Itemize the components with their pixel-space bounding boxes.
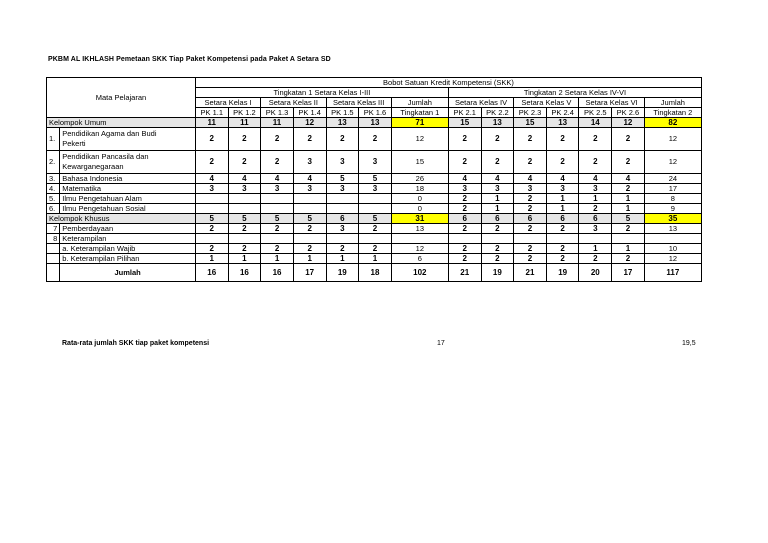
skk-cell (359, 194, 392, 204)
skk-cell: 12 (293, 118, 326, 128)
jumlah-t2-cell: 12 (644, 151, 701, 174)
row-number: 3. (47, 174, 60, 184)
skk-cell: 2 (514, 204, 547, 214)
skk-cell: 2 (481, 254, 514, 264)
subject-row (47, 244, 702, 254)
skk-cell: 3 (514, 184, 547, 194)
row-number: 5. (47, 194, 60, 204)
skk-cell (326, 204, 359, 214)
skk-cell: 11 (228, 118, 261, 128)
skk-cell: 13 (326, 118, 359, 128)
skk-cell: 3 (326, 184, 359, 194)
skk-cell: 4 (612, 174, 645, 184)
total-cell: 19 (326, 264, 359, 282)
pk-header: PK 1.6 (359, 108, 392, 118)
skk-cell: 2 (326, 244, 359, 254)
skk-cell (359, 234, 392, 244)
skk-cell: 6 (546, 214, 579, 224)
subject-name-line: Ilmu Pengetahuan Alam (62, 194, 142, 203)
skk-cell: 3 (228, 184, 261, 194)
subject-name-line: Keterampilan (62, 234, 107, 243)
skk-cell: 1 (546, 204, 579, 214)
pk-header: PK 1.5 (326, 108, 359, 118)
subject-row (47, 254, 702, 264)
skk-cell: 5 (195, 214, 228, 224)
subject-name-line: b. Keterampilan Pilihan (62, 254, 140, 263)
total-cell: 18 (359, 264, 392, 282)
subject-name-line: Pendidikan Pancasila dan (62, 152, 149, 161)
skk-cell: 2 (514, 128, 547, 151)
skk-cell: 2 (546, 224, 579, 234)
jumlah-t2-cell: 9 (644, 204, 701, 214)
row-number: 1. (47, 128, 60, 151)
row-number: 6. (47, 204, 60, 214)
skk-cell: 5 (326, 174, 359, 184)
skk-cell: 2 (293, 128, 326, 151)
group-label: Kelompok Umum (47, 118, 196, 128)
row-number (47, 254, 60, 264)
subject-name (60, 254, 196, 264)
skk-cell: 5 (359, 214, 392, 224)
skk-cell: 4 (514, 174, 547, 184)
skk-cell: 2 (546, 128, 579, 151)
jumlah-t2-cell: 82 (644, 118, 701, 128)
header-bobot-skk: Bobot Satuan Kredit Kompetensi (SKK) (195, 78, 701, 88)
total-cell: 16 (195, 264, 228, 282)
skk-cell: 1 (195, 254, 228, 264)
skk-cell: 2 (359, 128, 392, 151)
subject-name (60, 128, 196, 151)
skk-cell (481, 234, 514, 244)
skk-cell: 3 (293, 184, 326, 194)
skk-cell: 5 (359, 174, 392, 184)
skk-cell: 2 (579, 151, 612, 174)
skk-cell: 4 (195, 174, 228, 184)
header-kelas-4: Setara Kelas IV (448, 98, 513, 108)
subject-name-line: a. Keterampilan Wajib (62, 244, 136, 253)
skk-cell (195, 234, 228, 244)
skk-cell: 3 (326, 224, 359, 234)
skk-cell: 2 (612, 151, 645, 174)
skk-cell (326, 234, 359, 244)
total-cell: 17 (612, 264, 645, 282)
skk-cell: 2 (448, 128, 481, 151)
footer-value-t2: 19,5 (682, 340, 696, 347)
pk-header: PK 2.6 (612, 108, 645, 118)
jumlah-t1-cell: 71 (391, 118, 448, 128)
skk-cell: 1 (228, 254, 261, 264)
skk-cell: 2 (546, 151, 579, 174)
jumlah-t2-cell: 35 (644, 214, 701, 224)
header-kelas-6: Setara Kelas VI (579, 98, 644, 108)
skk-cell (195, 194, 228, 204)
subject-name (60, 234, 196, 244)
pk-header: PK 1.4 (293, 108, 326, 118)
skk-cell: 2 (546, 244, 579, 254)
jumlah-t1-cell: 6 (391, 254, 448, 264)
skk-cell: 5 (228, 214, 261, 224)
jumlah-t2-cell (644, 234, 701, 244)
skk-cell: 3 (293, 151, 326, 174)
skk-cell (448, 234, 481, 244)
total-cell: 19 (546, 264, 579, 282)
skk-cell: 2 (579, 254, 612, 264)
skk-cell: 2 (448, 151, 481, 174)
skk-cell: 2 (228, 244, 261, 254)
skk-cell: 11 (261, 118, 294, 128)
header-tingkatan-1: Tingkatan 1 Setara Kelas I-III (195, 88, 448, 98)
skk-cell: 5 (261, 214, 294, 224)
skk-cell: 2 (612, 184, 645, 194)
header-jumlah-t1: Jumlah (391, 98, 448, 108)
skk-table (46, 77, 702, 282)
pk-header: PK 2.4 (546, 108, 579, 118)
skk-cell: 12 (612, 118, 645, 128)
skk-cell: 3 (326, 151, 359, 174)
skk-cell: 2 (514, 194, 547, 204)
jumlah-t2-cell: 12 (644, 254, 701, 264)
skk-cell: 3 (261, 184, 294, 194)
skk-cell: 2 (448, 244, 481, 254)
jumlah-t1-cell: 12 (391, 128, 448, 151)
pk-header: PK 2.1 (448, 108, 481, 118)
skk-cell: 15 (448, 118, 481, 128)
group-row-khusus (47, 214, 702, 224)
footer-value-t1: 17 (437, 340, 445, 347)
document-title: PKBM AL IKHLASH Pemetaan SKK Tiap Paket Kompetensi pada Paket A Setara SD (48, 56, 331, 63)
jumlah-t1-cell: 26 (391, 174, 448, 184)
subject-name (60, 204, 196, 214)
pk-header: PK 1.1 (195, 108, 228, 118)
jumlah-t2-cell: 8 (644, 194, 701, 204)
skk-cell: 3 (448, 184, 481, 194)
skk-cell: 1 (261, 254, 294, 264)
subject-name-line: Pendidikan Agama dan Budi (62, 129, 157, 138)
skk-cell: 1 (481, 194, 514, 204)
header-kelas-3: Setara Kelas III (326, 98, 391, 108)
pk-header: PK 2.2 (481, 108, 514, 118)
jumlah-t2-cell: 13 (644, 224, 701, 234)
skk-cell: 6 (326, 214, 359, 224)
skk-cell: 4 (546, 174, 579, 184)
skk-cell: 2 (546, 254, 579, 264)
subject-row (47, 128, 702, 151)
subject-name (60, 224, 196, 234)
skk-cell: 13 (481, 118, 514, 128)
skk-cell: 4 (579, 174, 612, 184)
skk-cell (228, 234, 261, 244)
skk-cell: 2 (514, 254, 547, 264)
skk-cell: 15 (514, 118, 547, 128)
skk-cell: 1 (326, 254, 359, 264)
jumlah-t1-cell (391, 234, 448, 244)
skk-cell: 2 (359, 224, 392, 234)
subject-name-line: Ilmu Pengetahuan Sosial (62, 204, 146, 213)
skk-cell: 2 (481, 244, 514, 254)
group-label: Kelompok Khusus (47, 214, 196, 224)
header-kelas-5: Setara Kelas V (514, 98, 579, 108)
subject-row (47, 151, 702, 174)
total-blank (47, 264, 60, 282)
subject-name (60, 184, 196, 194)
skk-cell: 2 (448, 194, 481, 204)
skk-cell: 2 (228, 128, 261, 151)
skk-cell (579, 234, 612, 244)
skk-cell: 5 (612, 214, 645, 224)
skk-cell: 2 (195, 151, 228, 174)
skk-cell: 2 (261, 244, 294, 254)
skk-cell: 1 (612, 204, 645, 214)
row-number: 8 (47, 234, 60, 244)
group-row-umum (47, 118, 702, 128)
skk-cell: 6 (579, 214, 612, 224)
skk-cell: 2 (481, 128, 514, 151)
jumlah-t1-cell: 15 (391, 151, 448, 174)
header-kelas-1: Setara Kelas I (195, 98, 260, 108)
skk-cell: 2 (448, 254, 481, 264)
skk-cell: 1 (293, 254, 326, 264)
total-jumlah-t1: 102 (391, 264, 448, 282)
skk-cell (261, 234, 294, 244)
skk-cell (326, 194, 359, 204)
skk-cell (228, 194, 261, 204)
skk-cell: 13 (359, 118, 392, 128)
skk-cell: 1 (359, 254, 392, 264)
subject-row (47, 184, 702, 194)
header-mata-pelajaran: Mata Pelajaran (47, 78, 196, 118)
jumlah-t1-cell: 18 (391, 184, 448, 194)
skk-cell: 2 (261, 128, 294, 151)
total-jumlah-t2: 117 (644, 264, 701, 282)
skk-cell: 2 (612, 254, 645, 264)
total-label: Jumlah (60, 264, 196, 282)
header-jumlah-t2: Jumlah (644, 98, 701, 108)
skk-cell: 1 (612, 244, 645, 254)
skk-cell (359, 204, 392, 214)
jumlah-t2-cell: 12 (644, 128, 701, 151)
skk-cell: 6 (448, 214, 481, 224)
jumlah-t1-cell: 12 (391, 244, 448, 254)
subject-row (47, 174, 702, 184)
skk-cell: 4 (261, 174, 294, 184)
skk-cell: 2 (448, 204, 481, 214)
subject-row (47, 204, 702, 214)
skk-cell: 2 (579, 204, 612, 214)
subject-row (47, 194, 702, 204)
subject-name-line: Kewarganegaraan (62, 162, 124, 171)
skk-cell: 2 (228, 224, 261, 234)
subject-name-line: Pemberdayaan (62, 224, 114, 233)
subject-name-line: Bahasa Indonesia (62, 174, 123, 183)
skk-cell: 2 (481, 151, 514, 174)
skk-cell: 14 (579, 118, 612, 128)
skk-cell: 2 (261, 224, 294, 234)
row-number: 2. (47, 151, 60, 174)
skk-cell: 2 (612, 128, 645, 151)
skk-cell (293, 194, 326, 204)
skk-cell (261, 204, 294, 214)
total-cell: 20 (579, 264, 612, 282)
skk-cell (293, 234, 326, 244)
total-cell: 17 (293, 264, 326, 282)
total-cell: 21 (448, 264, 481, 282)
skk-cell (612, 234, 645, 244)
skk-cell: 3 (579, 184, 612, 194)
jumlah-t2-cell: 17 (644, 184, 701, 194)
row-number (47, 244, 60, 254)
skk-cell: 2 (612, 224, 645, 234)
skk-cell: 4 (448, 174, 481, 184)
subject-name (60, 174, 196, 184)
skk-cell: 2 (448, 224, 481, 234)
subject-row (47, 234, 702, 244)
skk-cell (293, 204, 326, 214)
jumlah-t2-cell: 24 (644, 174, 701, 184)
skk-cell: 3 (359, 151, 392, 174)
skk-cell: 3 (481, 184, 514, 194)
jumlah-t1-cell: 31 (391, 214, 448, 224)
pk-header: PK 1.2 (228, 108, 261, 118)
subject-name (60, 151, 196, 174)
skk-cell (228, 204, 261, 214)
header-tingkatan-2: Tingkatan 2 Setara Kelas IV-VI (448, 88, 701, 98)
skk-cell: 2 (514, 244, 547, 254)
skk-cell: 2 (514, 151, 547, 174)
skk-cell: 2 (195, 244, 228, 254)
skk-cell: 2 (293, 224, 326, 234)
skk-cell: 2 (481, 224, 514, 234)
skk-cell: 3 (195, 184, 228, 194)
skk-cell: 6 (514, 214, 547, 224)
subject-name-line: Pekerti (62, 139, 86, 148)
row-number: 4. (47, 184, 60, 194)
footer-label: Rata-rata jumlah SKK tiap paket kompetensi (62, 340, 210, 347)
skk-cell: 4 (293, 174, 326, 184)
skk-cell: 1 (481, 204, 514, 214)
skk-cell: 1 (612, 194, 645, 204)
total-cell: 21 (514, 264, 547, 282)
total-cell: 19 (481, 264, 514, 282)
skk-cell: 2 (326, 128, 359, 151)
skk-cell: 3 (546, 184, 579, 194)
jumlah-t2-cell: 10 (644, 244, 701, 254)
skk-cell: 2 (359, 244, 392, 254)
skk-cell: 2 (514, 224, 547, 234)
skk-cell: 6 (481, 214, 514, 224)
skk-cell: 11 (195, 118, 228, 128)
skk-cell: 5 (293, 214, 326, 224)
skk-cell: 2 (579, 128, 612, 151)
skk-cell (195, 204, 228, 214)
jumlah-t1-cell: 0 (391, 194, 448, 204)
skk-cell: 2 (293, 244, 326, 254)
header-tingkatan-2-sub: Tingkatan 2 (644, 108, 701, 118)
skk-cell (514, 234, 547, 244)
subject-name (60, 194, 196, 204)
skk-cell: 1 (579, 244, 612, 254)
total-cell: 16 (228, 264, 261, 282)
skk-cell: 2 (261, 151, 294, 174)
header-tingkatan-1-sub: Tingkatan 1 (391, 108, 448, 118)
skk-cell: 4 (228, 174, 261, 184)
subject-name-line: Matematika (62, 184, 102, 193)
pk-header: PK 2.5 (579, 108, 612, 118)
skk-cell (546, 234, 579, 244)
skk-cell: 2 (195, 128, 228, 151)
subject-name (60, 244, 196, 254)
jumlah-t1-cell: 13 (391, 224, 448, 234)
skk-cell (261, 194, 294, 204)
skk-cell: 3 (579, 224, 612, 234)
pk-header: PK 2.3 (514, 108, 547, 118)
skk-cell: 13 (546, 118, 579, 128)
header-kelas-2: Setara Kelas II (261, 98, 326, 108)
skk-cell: 3 (359, 184, 392, 194)
skk-cell: 1 (546, 194, 579, 204)
skk-cell: 2 (195, 224, 228, 234)
skk-cell: 4 (481, 174, 514, 184)
total-row (47, 264, 702, 282)
skk-cell: 2 (228, 151, 261, 174)
pk-header: PK 1.3 (261, 108, 294, 118)
jumlah-t1-cell: 0 (391, 204, 448, 214)
row-number: 7 (47, 224, 60, 234)
subject-row (47, 224, 702, 234)
total-cell: 16 (261, 264, 294, 282)
skk-cell: 1 (579, 194, 612, 204)
